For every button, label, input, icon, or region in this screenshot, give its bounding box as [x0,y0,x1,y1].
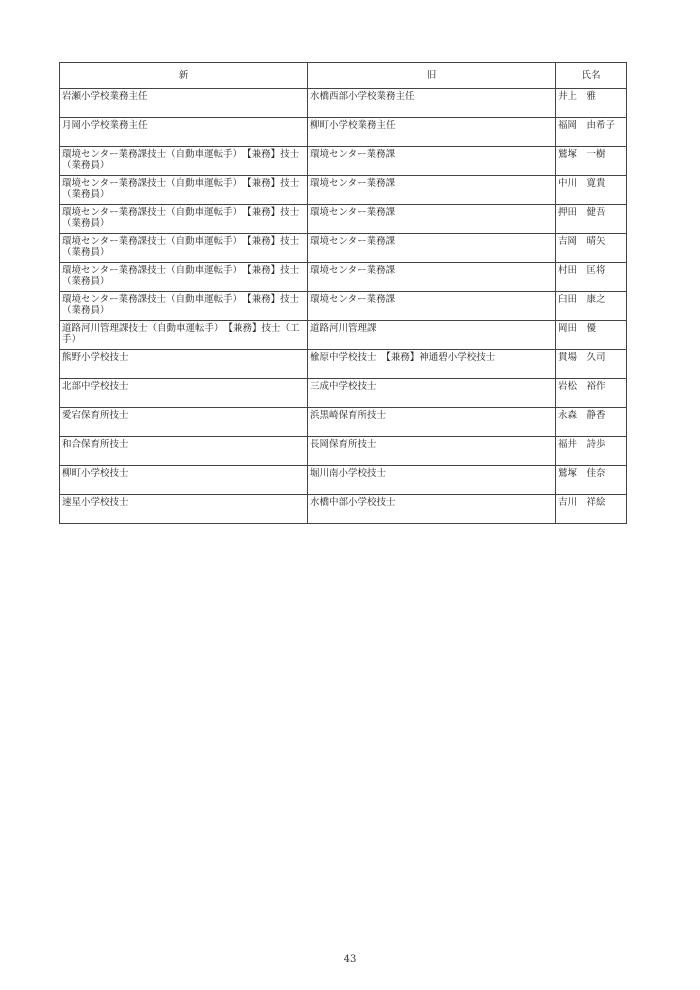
cell-old-position: 環境センター業務課 [308,234,556,263]
cell-person-name: 臼田 康之 [556,292,627,321]
cell-old-position: 環境センター業務課 [308,176,556,205]
cell-person-name: 岩松 裕作 [556,379,627,408]
cell-old-position: 長岡保育所技士 [308,437,556,466]
cell-old-position: 道路河川管理課 [308,321,556,350]
cell-old-position: 環境センター業務課 [308,263,556,292]
table-body [60,89,627,524]
table-row [60,234,627,263]
header-new: 新 [60,63,308,89]
table-row [60,147,627,176]
cell-old-position: 環境センター業務課 [308,147,556,176]
cell-new-position: 熊野小学校技士 [60,350,308,379]
cell-person-name: 永森 静香 [556,408,627,437]
cell-new-position: 愛宕保育所技士 [60,408,308,437]
cell-person-name: 押田 健吾 [556,205,627,234]
cell-person-name: 村田 匡将 [556,263,627,292]
cell-old-position: 柳町小学校業務主任 [308,118,556,147]
cell-new-position: 速星小学校技士 [60,495,308,524]
cell-new-position: 環境センター業務課技士（自動車運転手） 【兼務】技士（業務員） [60,263,308,292]
cell-person-name: 中川 寛貴 [556,176,627,205]
cell-new-position: 環境センター業務課技士（自動車運転手） 【兼務】技士（業務員） [60,147,308,176]
cell-new-position: 環境センター業務課技士（自動車運転手） 【兼務】技士（業務員） [60,176,308,205]
personnel-transfer-table [59,62,627,524]
cell-new-position: 北部中学校技士 [60,379,308,408]
header-name: 氏名 [556,63,627,89]
table-row [60,350,627,379]
cell-new-position: 道路河川管理課技士（自動車運転手） 【兼務】技士（工手） [60,321,308,350]
table-row [60,89,627,118]
cell-old-position: 環境センター業務課 [308,292,556,321]
cell-person-name: 吉岡 晴矢 [556,234,627,263]
cell-new-position: 柳町小学校技士 [60,466,308,495]
cell-old-position: 楡原中学校技士 【兼務】神通碧小学校技士 [308,350,556,379]
cell-old-position: 浜黒崎保育所技士 [308,408,556,437]
cell-person-name: 吉川 祥絵 [556,495,627,524]
table-row [60,379,627,408]
cell-new-position: 月岡小学校業務主任 [60,118,308,147]
cell-old-position: 環境センター業務課 [308,205,556,234]
cell-new-position: 環境センター業務課技士（自動車運転手） 【兼務】技士（業務員） [60,234,308,263]
cell-person-name: 福岡 由希子 [556,118,627,147]
header-old: 旧 [308,63,556,89]
table-row [60,437,627,466]
cell-person-name: 鷲塚 一樹 [556,147,627,176]
table-row [60,205,627,234]
cell-person-name: 福井 詩歩 [556,437,627,466]
cell-old-position: 水橋西部小学校業務主任 [308,89,556,118]
cell-person-name: 貫場 久司 [556,350,627,379]
cell-new-position: 環境センター業務課技士（自動車運転手） 【兼務】技士（業務員） [60,205,308,234]
table-row [60,118,627,147]
cell-person-name: 井上 雅 [556,89,627,118]
table-header-row [60,63,627,89]
cell-new-position: 環境センター業務課技士（自動車運転手） 【兼務】技士（業務員） [60,292,308,321]
page-number: 43 [343,954,357,965]
cell-new-position: 岩瀬小学校業務主任 [60,89,308,118]
table-row [60,408,627,437]
table-row [60,495,627,524]
table-row [60,176,627,205]
cell-old-position: 水橋中部小学校技士 [308,495,556,524]
table-row [60,263,627,292]
table-row [60,321,627,350]
table-row [60,292,627,321]
cell-new-position: 和合保育所技士 [60,437,308,466]
cell-old-position: 三成中学校技士 [308,379,556,408]
cell-person-name: 鷲塚 佳奈 [556,466,627,495]
cell-person-name: 岡田 優 [556,321,627,350]
table-row [60,466,627,495]
cell-old-position: 堀川南小学校技士 [308,466,556,495]
